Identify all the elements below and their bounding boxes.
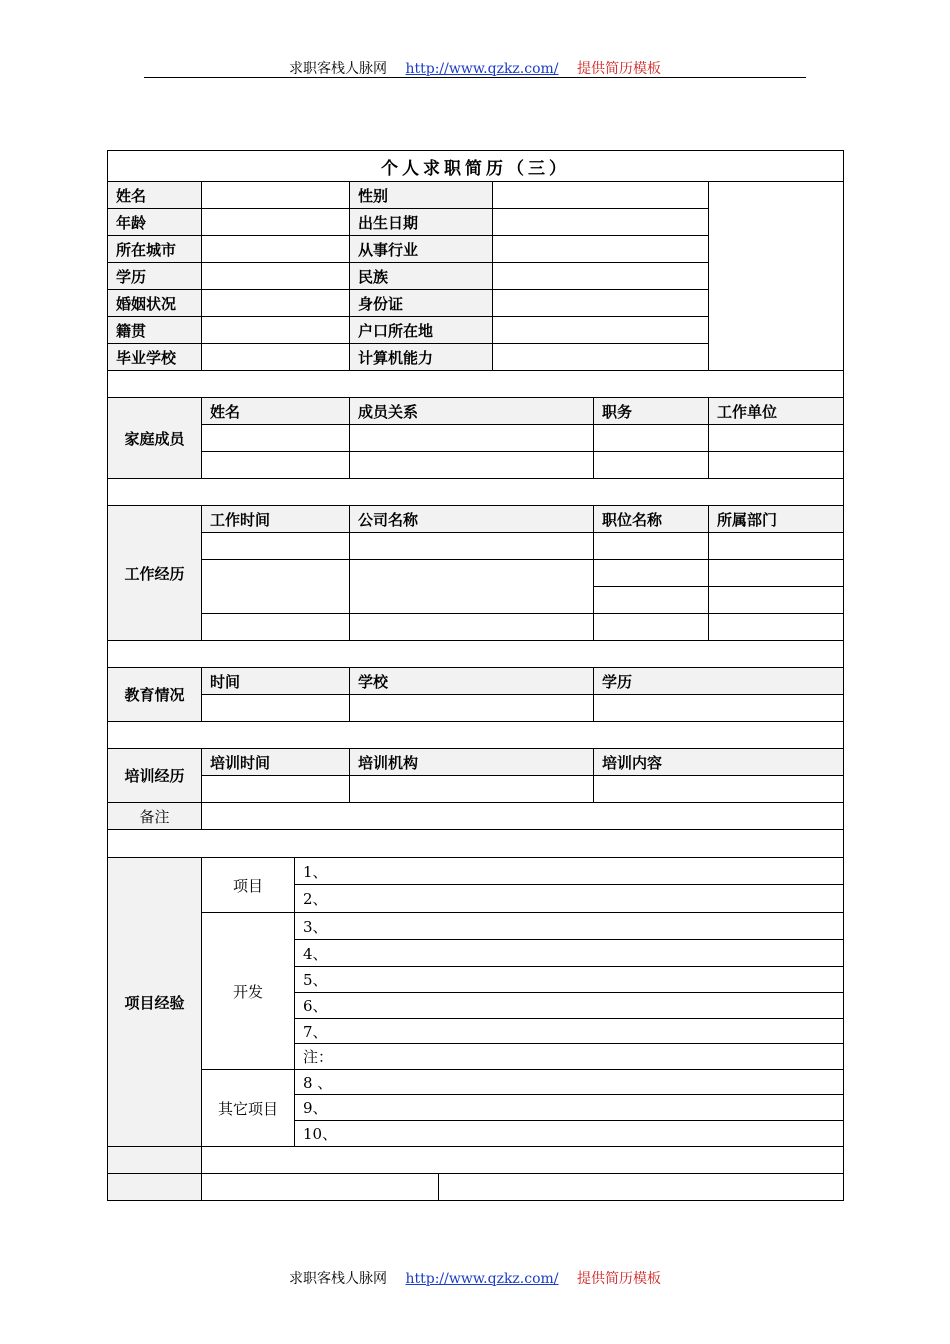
section-family: 家庭成员 xyxy=(107,397,202,479)
work-cell[interactable] xyxy=(349,613,594,641)
section-work: 工作经历 xyxy=(107,505,202,641)
project-group-other: 其它项目 xyxy=(201,1069,295,1147)
work-header-department: 所属部门 xyxy=(708,505,844,533)
tagline: 提供简历模板 xyxy=(576,61,661,77)
input-school[interactable] xyxy=(201,343,350,371)
extra-row-label xyxy=(107,1146,202,1174)
family-cell[interactable] xyxy=(201,424,350,452)
label-birth-date: 出生日期 xyxy=(349,208,493,236)
input-industry[interactable] xyxy=(492,235,709,263)
work-cell[interactable] xyxy=(593,586,709,614)
label-native-place: 籍贯 xyxy=(107,316,202,344)
work-cell[interactable] xyxy=(201,613,350,641)
section-projects: 项目经验 xyxy=(107,857,202,1147)
label-school: 毕业学校 xyxy=(107,343,202,371)
project-note[interactable]: 注： xyxy=(294,1043,844,1070)
spacer-row xyxy=(107,478,844,506)
family-header-name: 姓名 xyxy=(201,397,350,425)
work-cell[interactable] xyxy=(201,532,350,560)
project-group-main: 项目 xyxy=(201,857,295,913)
spacer-row xyxy=(107,721,844,749)
input-birth-date[interactable] xyxy=(492,208,709,236)
input-name[interactable] xyxy=(201,181,350,209)
extra-row-field[interactable] xyxy=(438,1173,844,1201)
training-cell[interactable] xyxy=(349,775,594,803)
photo-box[interactable] xyxy=(708,181,844,371)
family-header-relation: 成员关系 xyxy=(349,397,594,425)
work-header-title: 职位名称 xyxy=(593,505,709,533)
extra-row-field[interactable] xyxy=(201,1173,439,1201)
input-education[interactable] xyxy=(201,262,350,290)
edu-header-time: 时间 xyxy=(201,667,350,695)
section-education: 教育情况 xyxy=(107,667,202,722)
training-header-institution: 培训机构 xyxy=(349,748,594,776)
label-ethnicity: 民族 xyxy=(349,262,493,290)
label-computer-skill: 计算机能力 xyxy=(349,343,493,371)
input-computer-skill[interactable] xyxy=(492,343,709,371)
form-title: 个人求职简历（三） xyxy=(107,150,844,182)
input-age[interactable] xyxy=(201,208,350,236)
project-item[interactable]: 6、 xyxy=(294,992,844,1019)
project-item[interactable]: 1、 xyxy=(294,857,844,885)
work-cell[interactable] xyxy=(708,586,844,614)
work-cell[interactable] xyxy=(708,532,844,560)
page-footer xyxy=(0,1268,950,1288)
label-marital: 婚姻状况 xyxy=(107,289,202,317)
input-id-card[interactable] xyxy=(492,289,709,317)
work-cell[interactable] xyxy=(593,613,709,641)
label-id-card: 身份证 xyxy=(349,289,493,317)
edu-cell[interactable] xyxy=(201,694,350,722)
training-cell[interactable] xyxy=(593,775,844,803)
project-item[interactable]: 9、 xyxy=(294,1094,844,1121)
label-remarks: 备注 xyxy=(107,802,202,830)
page-header xyxy=(0,58,950,78)
project-item[interactable]: 5、 xyxy=(294,966,844,993)
work-header-time: 工作时间 xyxy=(201,505,350,533)
work-cell[interactable] xyxy=(349,532,594,560)
site-link[interactable]: http://www.qzkz.com/ xyxy=(405,61,559,77)
label-hukou: 户口所在地 xyxy=(349,316,493,344)
spacer-row xyxy=(107,640,844,668)
work-header-company: 公司名称 xyxy=(349,505,594,533)
work-cell[interactable] xyxy=(349,559,594,614)
training-header-content: 培训内容 xyxy=(593,748,844,776)
site-name: 求职客栈人脉网 xyxy=(289,1271,388,1287)
project-item[interactable]: 4、 xyxy=(294,939,844,967)
edu-header-degree: 学历 xyxy=(593,667,844,695)
input-remarks[interactable] xyxy=(201,802,844,830)
edu-cell[interactable] xyxy=(593,694,844,722)
family-cell[interactable] xyxy=(593,424,709,452)
header-rule xyxy=(144,77,806,78)
project-item[interactable]: 2、 xyxy=(294,884,844,913)
family-cell[interactable] xyxy=(708,424,844,452)
training-cell[interactable] xyxy=(201,775,350,803)
project-item[interactable]: 10、 xyxy=(294,1120,844,1147)
edu-cell[interactable] xyxy=(349,694,594,722)
project-group-dev: 开发 xyxy=(201,912,295,1070)
input-hukou[interactable] xyxy=(492,316,709,344)
training-header-time: 培训时间 xyxy=(201,748,350,776)
input-ethnicity[interactable] xyxy=(492,262,709,290)
label-gender: 性别 xyxy=(349,181,493,209)
family-header-position: 职务 xyxy=(593,397,709,425)
spacer-row xyxy=(107,370,844,398)
label-city: 所在城市 xyxy=(107,235,202,263)
input-marital[interactable] xyxy=(201,289,350,317)
family-cell[interactable] xyxy=(349,424,594,452)
extra-row-label xyxy=(107,1173,202,1201)
extra-row-field[interactable] xyxy=(201,1146,844,1174)
work-cell[interactable] xyxy=(708,613,844,641)
site-link[interactable]: http://www.qzkz.com/ xyxy=(405,1271,559,1287)
edu-header-school: 学校 xyxy=(349,667,594,695)
project-item[interactable]: 3、 xyxy=(294,912,844,940)
label-name: 姓名 xyxy=(107,181,202,209)
work-cell[interactable] xyxy=(593,559,709,587)
label-age: 年龄 xyxy=(107,208,202,236)
site-name: 求职客栈人脉网 xyxy=(289,61,388,77)
input-city[interactable] xyxy=(201,235,350,263)
input-native-place[interactable] xyxy=(201,316,350,344)
family-cell[interactable] xyxy=(708,451,844,479)
work-cell[interactable] xyxy=(593,532,709,560)
section-training: 培训经历 xyxy=(107,748,202,803)
label-education: 学历 xyxy=(107,262,202,290)
work-cell[interactable] xyxy=(708,559,844,587)
family-header-employer: 工作单位 xyxy=(708,397,844,425)
work-cell[interactable] xyxy=(201,559,350,614)
project-item[interactable]: 8 、 xyxy=(294,1069,844,1095)
project-item[interactable]: 7、 xyxy=(294,1018,844,1044)
family-cell[interactable] xyxy=(593,451,709,479)
spacer-row xyxy=(107,829,844,858)
family-cell[interactable] xyxy=(349,451,594,479)
family-cell[interactable] xyxy=(201,451,350,479)
tagline: 提供简历模板 xyxy=(576,1271,661,1287)
label-industry: 从事行业 xyxy=(349,235,493,263)
input-gender[interactable] xyxy=(492,181,709,209)
